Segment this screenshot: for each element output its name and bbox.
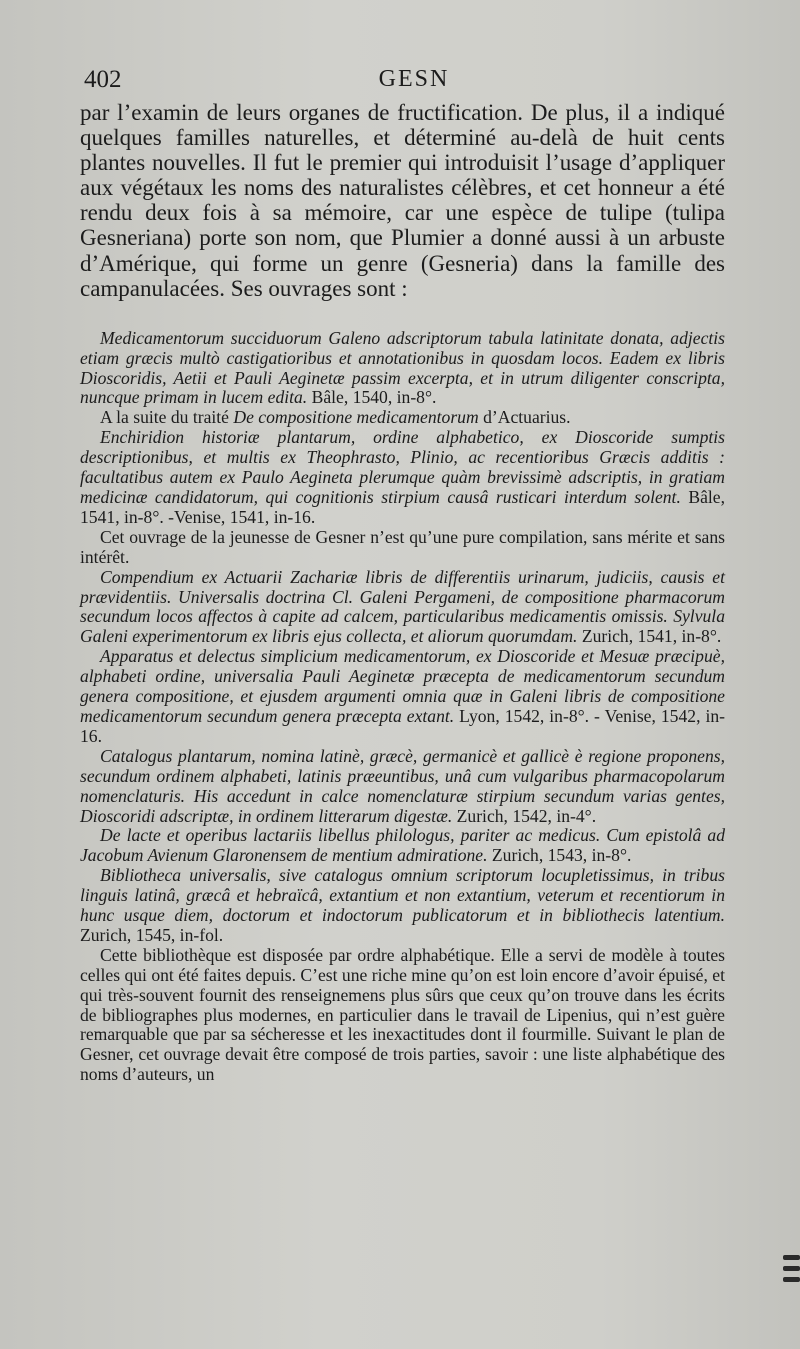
entry-title: Compendium ex Actuarii Zachariæ libris de differentiis urinarum, judiciis, causis et prævidentiis. Universalis doctrina Cl. Galeni Pergameni, de compositione pharmacorum secundum locos affectos à capite ad calcem, particularibus medicamentis omissis. Sylvula Galeni experimentorum ex libris ejus collecta, et aliorum quorumdam. [80, 566, 725, 647]
intro-section [80, 100, 725, 301]
running-head: GESN [378, 66, 450, 92]
entry-note: Cet ouvrage de la jeunesse de Gesner n’est qu’une pure compilation, sans mérite et sans intérêt. [80, 526, 725, 567]
entry-imprint: Zurich, 1543, in-8°. [487, 845, 632, 866]
intro-paragraph: par l’examin de leurs organes de fructification. De plus, il a indiqué quelques familles naturelles, et déterminé au-delà de huit cents plantes nouvelles. Il fut le premier qui introduisit l’usage d’appliquer aux végétaux les noms des naturalistes célèbres, et cet honneur a été rendu deux fois à sa mémoire, car une espèce de tulipe (tulipa Gesneriana) porte son nom, que Plumier a donné aussi à un arbuste d’Amérique, qui forme un genre (Gesneria) dans la famille des campanulacées. Ses ouvrages sont : [80, 100, 725, 301]
ink-mark [783, 1277, 800, 1282]
entry-imprint: Zurich, 1541, in-8°. [577, 626, 722, 647]
entry-imprint: Zurich, 1542, in-4°. [452, 805, 597, 826]
page-body [80, 100, 725, 1085]
bibliography-note [80, 528, 725, 568]
edge-ink-marks [783, 1255, 800, 1295]
bibliography-entry [80, 428, 725, 528]
entry-imprint: Bâle, 1540, in-8°. [307, 387, 437, 408]
bibliography-entry [80, 826, 725, 866]
bibliography-list [80, 329, 725, 1085]
entry-imprint: Bâle, 1541, in-8°. -Venise, 1541, in-16. [80, 487, 726, 527]
closing-paragraph [80, 946, 725, 1085]
entry-imprint: Zurich, 1545, in-fol. [80, 924, 224, 945]
bibliography-entry [80, 408, 725, 428]
entry-title: Medicamentorum succiduorum Galeno adscriptorum tabula latinitate donata, adjectis etiam græcis multò castigatioribus et annotationibus in quosdam locos. Eadem ex libris Dioscoridis, Aetii et Pauli Aeginetæ passim excerpta, et in utrum diligenter conscripta, nuncque primam in lucem edita. [80, 327, 725, 408]
bibliography-entry [80, 568, 725, 648]
page-number: 402 [84, 66, 122, 93]
ink-mark [783, 1266, 800, 1271]
bibliography-entry [80, 747, 725, 827]
bibliography-entry [80, 329, 725, 409]
entry-prefix: A la suite du traité [100, 407, 234, 428]
entry-title: De lacte et operibus lactariis libellus philologus, pariter ac medicus. Cum epistolâ ad Jacobum Avienum Glaronensem de mentium admiratione. [80, 825, 725, 866]
ink-mark [783, 1255, 800, 1260]
entry-title: De compositione medicamentorum [233, 407, 479, 428]
bibliography-entry [80, 866, 725, 946]
entry-title: Apparatus et delectus simplicium medicamentorum, ex Dioscoride et Mesuæ præcipuè, alphabeti ordine, universalia Pauli Aeginetæ præcepta de medicamentorum secundum genera compositione, et ejusdem argumenti omnia quæ in Galeni libris de compositione medicamentorum secundum genera præcepta extant. [80, 646, 725, 726]
entry-imprint: d’Actuarius. [478, 407, 571, 428]
entry-title: Bibliotheca universalis, sive catalogus omnium scriptorum locupletissimus, in tribus linguis latinâ, græcâ et hebraïcâ, extantium et non extantium, veterum et recentiorum in hunc usque diem, doctorum et indoctorum publicatorum et in bibliothecis latentium. [80, 865, 725, 926]
page-header [84, 66, 724, 96]
bibliography-entry [80, 647, 725, 747]
entry-imprint: Lyon, 1542, in-8°. - Venise, 1542, in-16. [80, 705, 725, 746]
closing-text: Cette bibliothèque est disposée par ordre alphabétique. Elle a servi de modèle à toutes celles qui ont été faites depuis. C’est une riche mine qu’on est loin encore d’avoir épuisé, et qui très-souvent fournit des renseignemens plus sûrs que ceux qu’on trouve dans les écrits de bibliographes plus modernes, en particulier dans le travail de Lipenius, qui n’est guère remarquable que par sa sécheresse et les inexactitudes dont il fourmille. Suivant le plan de Gesner, cet ouvrage devait être composé de trois parties, savoir : une liste alphabétique des noms d’auteurs, un [80, 944, 725, 1085]
entry-title: Catalogus plantarum, nomina latinè, græcè, germanicè et gallicè è regione proponens, secundum ordinem alphabeti, latinis præeuntibus, unâ cum vulgaribus pharmacopolarum nomenclaturis. His accedunt in calce nomenclaturæ stirpium secundum varias gentes, Dioscoridi adscriptæ, in ordinem litterarum digestæ. [80, 745, 725, 826]
entry-title: Enchiridion historiæ plantarum, ordine alphabetico, ex Dioscoride sumptis descriptionibus, et multis ex Theophrasto, Plinio, ac recentioribus Græcis additis : facultatibus autem ex Paulo Aegineta plerumque quàm brevissimè adscriptis, in gratiam medicinæ candidatorum, qui cognitionis stirpium causâ rusticari interdum solent. [80, 427, 725, 507]
